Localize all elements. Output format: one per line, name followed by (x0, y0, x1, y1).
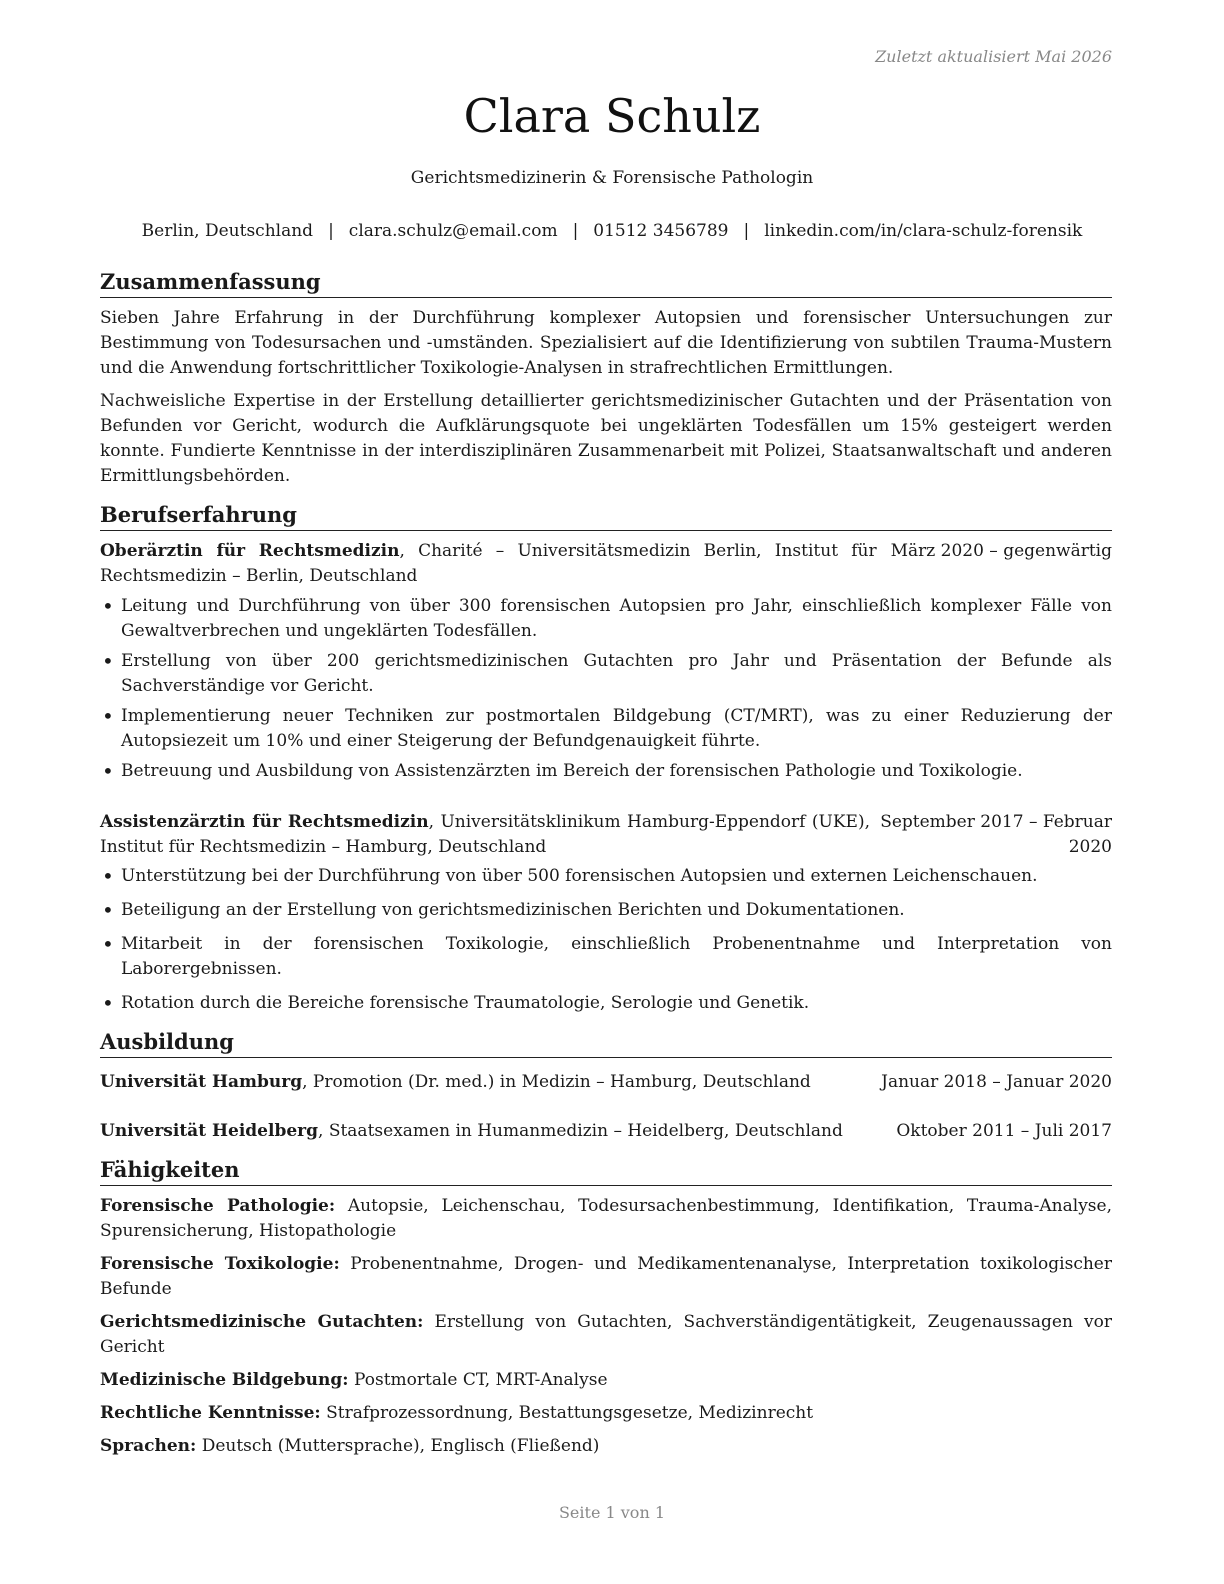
experience-entry (100, 810, 1112, 1016)
contact-line (0, 219, 1224, 244)
skill-item (100, 1368, 1112, 1393)
education-entry (100, 1119, 1112, 1144)
skill-item (100, 1194, 1112, 1244)
contact-email[interactable]: clara.schulz@email.com (348, 221, 558, 241)
contact-phone[interactable]: 01512 3456789 (593, 221, 729, 241)
person-name: Clara Schulz (463, 89, 761, 143)
job-dates: September 2017 – Februar 2020 (880, 812, 1112, 857)
list-item: • Beteiligung an der Erstellung von gerichtsmedizinischen Berichten und Dokumentationen. (100, 898, 1112, 923)
skill-value: Autopsie, Leichenschau, Todesursachenbestimmung, Identifikation, Trauma-Analyse, Spurensicherung, Histopathologie (100, 1196, 1112, 1241)
summary-paragraph: Sieben Jahre Erfahrung in der Durchführung komplexer Autopsien und forensischer Untersuchungen zur Bestimmung von Todesursachen und -umständen. Spezialisiert auf die Identifizierung von subtilen Trauma-Mustern und die Anwendung fortschrittlicher Toxikologie-Analysen in strafrechtlichen Ermittlungen. (100, 308, 1112, 378)
skill-value: Strafprozessordnung, Bestattungsgesetze, Medizinrecht (320, 1403, 814, 1423)
job-bullets (100, 864, 1112, 1016)
contact-location: Berlin, Deutschland (141, 221, 314, 241)
list-item: • Betreuung und Ausbildung von Assistenzärzten im Bereich der forensischen Pathologie und Toxikologie. (100, 759, 1112, 784)
contact-separator: | (328, 221, 334, 241)
page-number: Seite 1 von 1 (558, 1503, 666, 1522)
school-name: Universität Hamburg (100, 1072, 303, 1092)
job-role: Oberärztin für Rechtsmedizin (100, 541, 400, 561)
skill-item (100, 1252, 1112, 1302)
skill-value: Erstellung von Gutachten, Sachverständigentätigkeit, Zeugenaussagen vor Gericht (100, 1312, 1112, 1357)
entry-heading (100, 539, 877, 589)
summary-section (100, 268, 1112, 489)
skill-label: Medizinische Bildgebung: (100, 1370, 349, 1390)
degree-detail: , Staatsexamen in Humanmedizin – Heidelberg, Deutschland (318, 1121, 843, 1141)
skill-item (100, 1434, 1112, 1459)
resume-content (100, 268, 1112, 1459)
entry-header (100, 810, 1112, 860)
section-title-education: Ausbildung (100, 1028, 1112, 1058)
education-entry (100, 1070, 1112, 1095)
list-item: • Erstellung von über 200 gerichtsmedizinischen Gutachten pro Jahr und Präsentation der Befunde als Sachverständige vor Gericht. (100, 649, 1112, 699)
education-heading (100, 1070, 811, 1095)
skill-label: Forensische Pathologie: (100, 1196, 336, 1216)
experience-entry (100, 539, 1112, 784)
job-bullets (100, 594, 1112, 784)
skill-value: Probenentnahme, Drogen- und Medikamentenanalyse, Interpretation toxikologischer Befunde (100, 1254, 1112, 1299)
skill-item (100, 1401, 1112, 1426)
school-name: Universität Heidelberg (100, 1121, 319, 1141)
skill-item (100, 1310, 1112, 1360)
headline: Gerichtsmedizinerin & Forensische Pathologin (410, 168, 814, 188)
contact-linkedin[interactable]: linkedin.com/in/clara-schulz-forensik (764, 221, 1083, 241)
skills-section (100, 1156, 1112, 1459)
list-item: • Unterstützung bei der Durchführung von über 500 forensischen Autopsien und externen Leichenschauen. (100, 864, 1112, 889)
skill-label: Sprachen: (100, 1436, 197, 1456)
skill-label: Gerichtsmedizinische Gutachten: (100, 1312, 424, 1332)
list-item: • Rotation durch die Bereiche forensische Traumatologie, Serologie und Genetik. (100, 991, 1112, 1016)
entry-heading (100, 810, 870, 860)
contact-separator: | (572, 221, 579, 241)
education-heading (100, 1119, 843, 1144)
contact-separator: | (743, 221, 750, 241)
list-item: • Mitarbeit in der forensischen Toxikologie, einschließlich Probenentnahme und Interpretation von Laborergebnissen. (100, 932, 1112, 982)
experience-section (100, 501, 1112, 1016)
section-title-summary: Zusammenfassung (100, 268, 1112, 298)
summary-paragraph: Nachweisliche Expertise in der Erstellung detaillierter gerichtsmedizinischer Gutachten und der Präsentation von Befunden vor Gericht, wodurch die Aufklärungsquote bei ungeklärten Todesfällen um 15% gesteigert werden konnte. Fundierte Kenntnisse in der interdisziplinären Zusammenarbeit mit Polizei, Staatsanwaltschaft und anderen Ermittlungsbehörden. (100, 391, 1112, 486)
job-role: Assistenzärztin für Rechtsmedizin (100, 812, 429, 832)
skill-label: Forensische Toxikologie: (100, 1254, 340, 1274)
section-title-skills: Fähigkeiten (100, 1156, 1112, 1186)
last-updated-note: Zuletzt aktualisiert Mai 2026 (875, 47, 1112, 66)
education-dates: Oktober 2011 – Juli 2017 (896, 1121, 1112, 1141)
education-dates: Januar 2018 – Januar 2020 (881, 1072, 1112, 1092)
education-section (100, 1028, 1112, 1144)
job-organization: , Universitätsklinikum Hamburg-Eppendorf (UKE), Institut für Rechtsmedizin – Hamburg, Deutschland (100, 812, 870, 857)
section-title-experience: Berufserfahrung (100, 501, 1112, 531)
skill-label: Rechtliche Kenntnisse: (100, 1403, 321, 1423)
job-organization: , Charité – Universitätsmedizin Berlin, Institut für Rechtsmedizin – Berlin, Deutschland (100, 541, 877, 586)
degree-detail: , Promotion (Dr. med.) in Medizin – Hamburg, Deutschland (302, 1072, 811, 1092)
skill-value: Deutsch (Muttersprache), Englisch (Fließend) (196, 1436, 600, 1456)
list-item: • Leitung und Durchführung von über 300 forensischen Autopsien pro Jahr, einschließlich komplexer Fälle von Gewaltverbrechen und ungeklärten Todesfällen. (100, 594, 1112, 644)
job-dates: März 2020 – gegenwärtig (890, 541, 1112, 561)
list-item: • Implementierung neuer Techniken zur postmortalen Bildgebung (CT/MRT), was zu einer Reduzierung der Autopsiezeit um 10% und einer Steigerung der Befundgenauigkeit führte. (100, 704, 1112, 754)
entry-header (100, 539, 1112, 589)
skill-value: Postmortale CT, MRT-Analyse (348, 1370, 608, 1390)
